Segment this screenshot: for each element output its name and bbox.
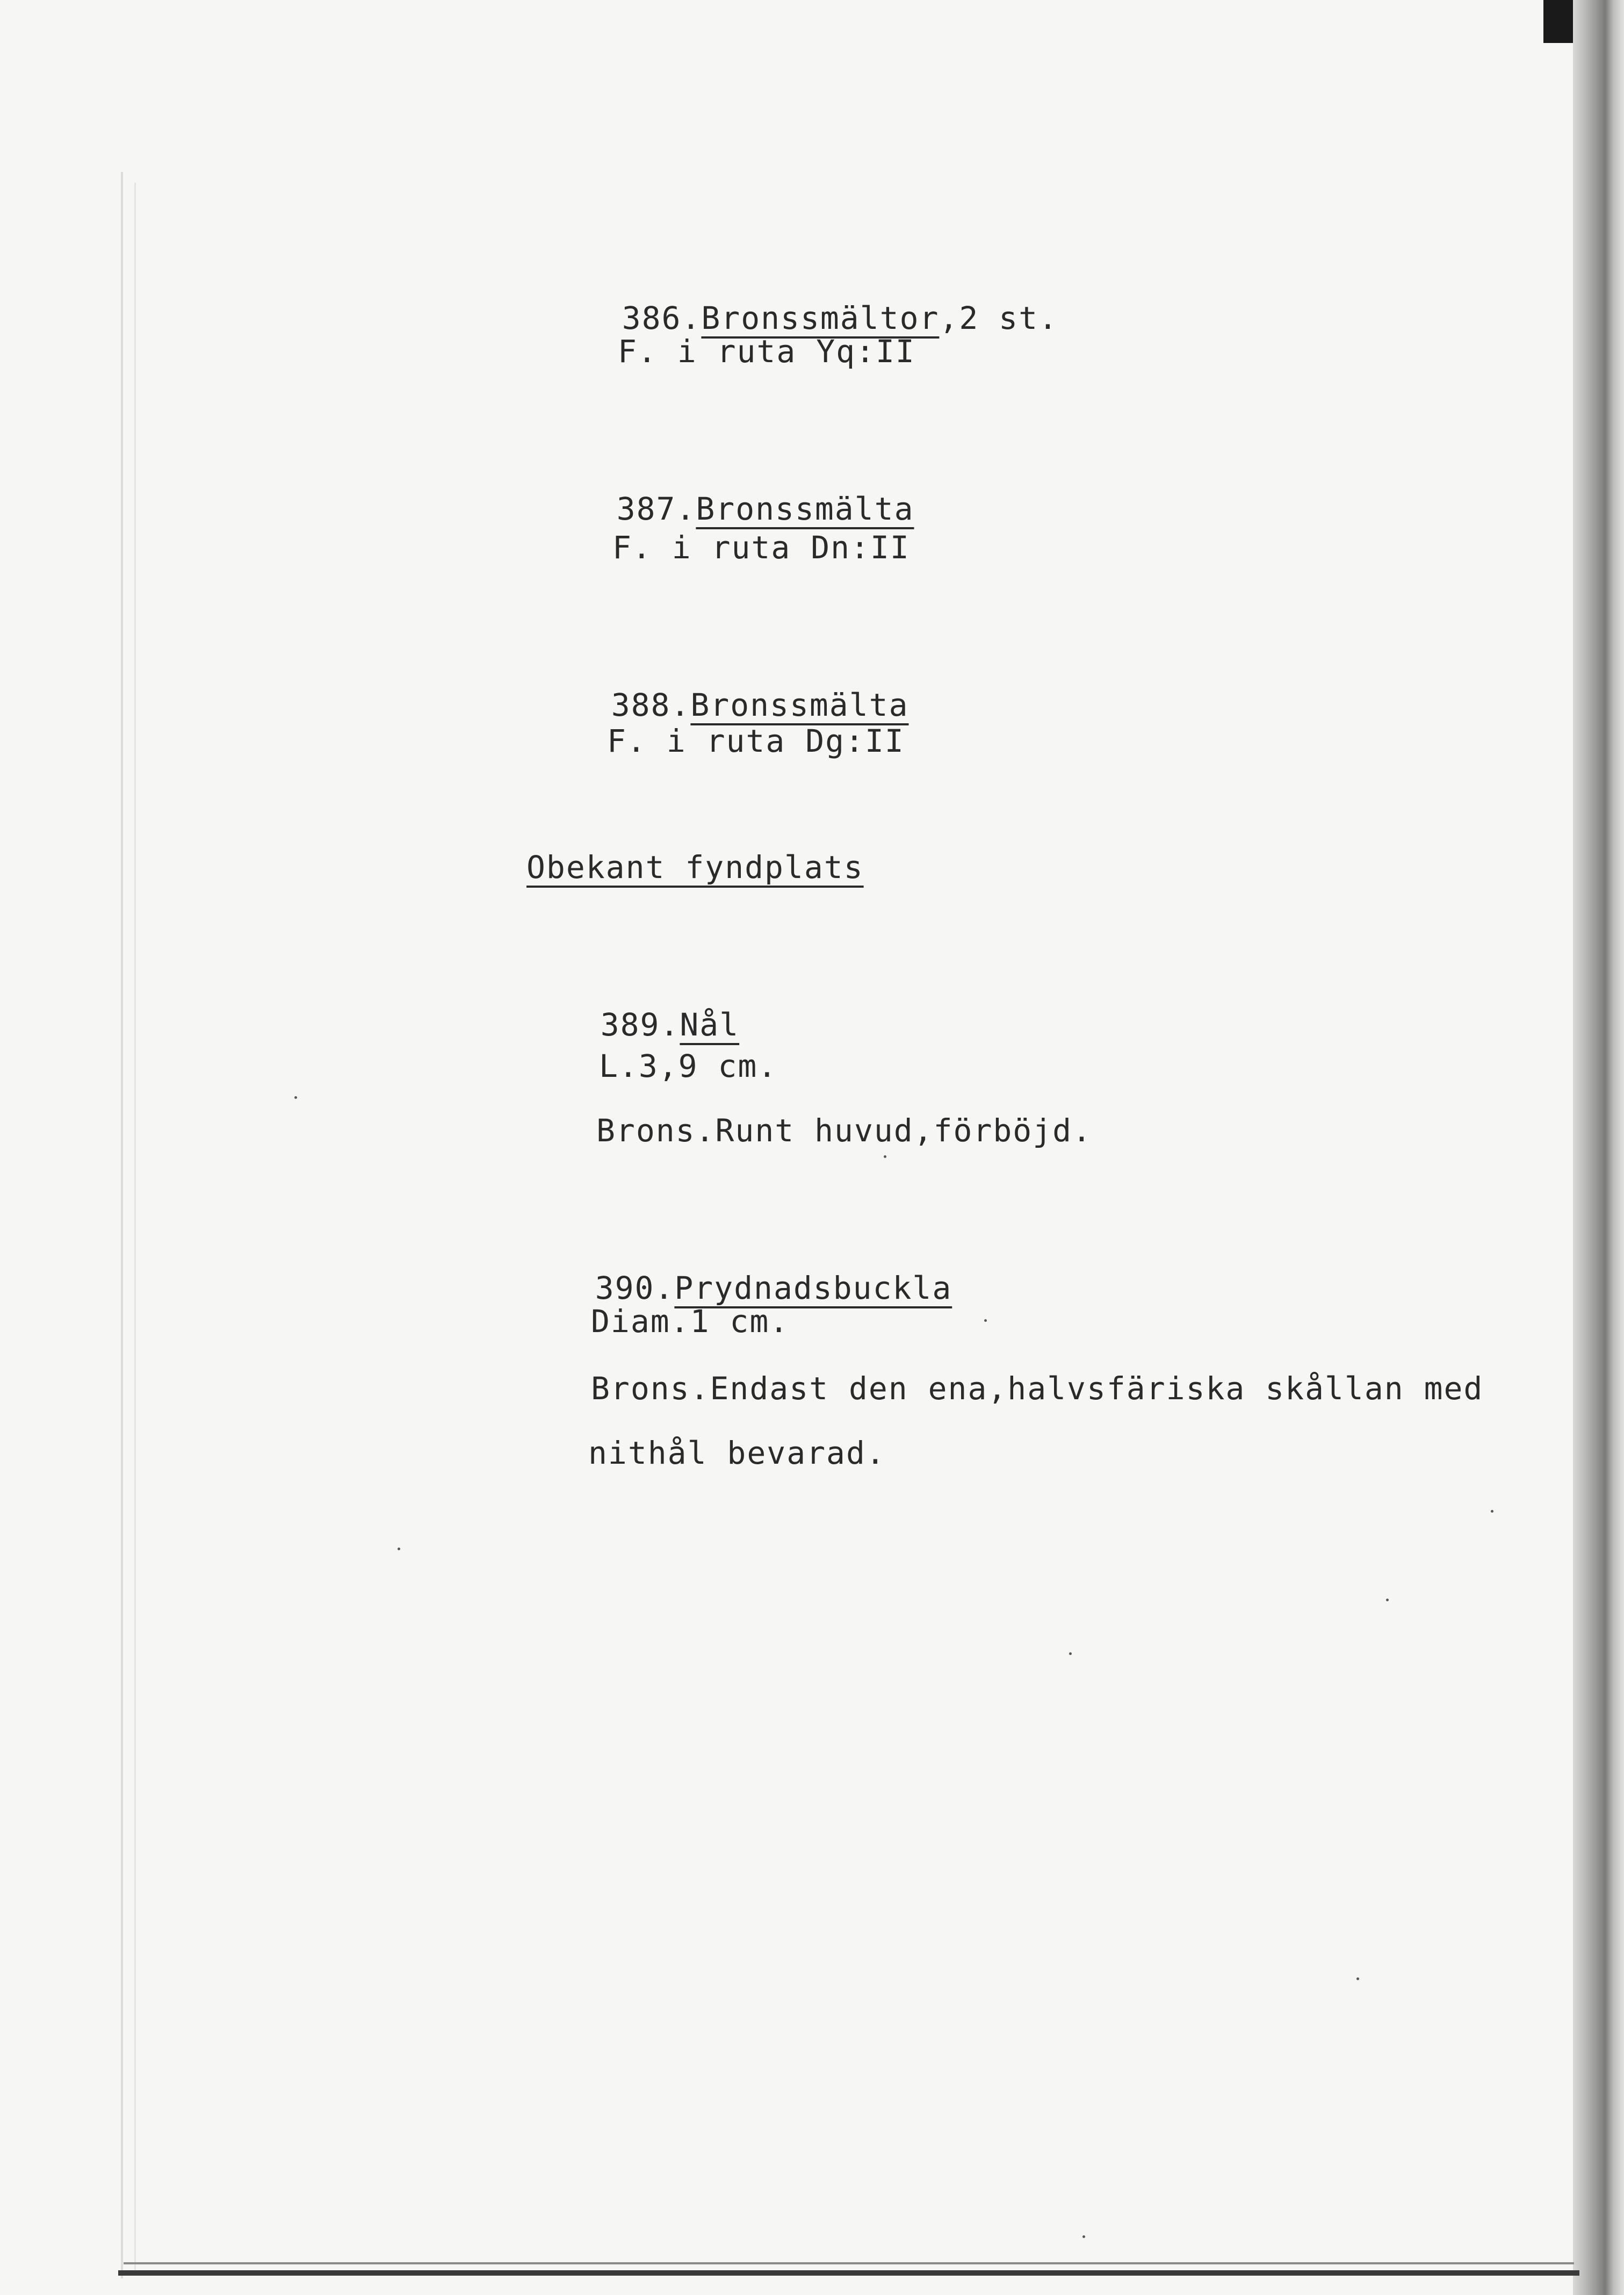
scan-speck [1082, 2235, 1085, 2238]
section-heading: Obekant fyndplats [526, 849, 864, 886]
entry-390-description-cont: nithål bevarad. [588, 1435, 886, 1471]
entry-number: 386. [622, 300, 702, 336]
page-edge-bottom [118, 2270, 1579, 2276]
scan-speck [398, 1548, 400, 1550]
entry-title: Bronssmälta [696, 491, 914, 527]
entry-387-location: F. i ruta Dn:II [612, 529, 910, 566]
entry-number: 389. [600, 1006, 680, 1043]
scan-speck [1386, 1599, 1389, 1601]
entry-title: Bronssmälta [690, 687, 909, 723]
scan-speck [1356, 1977, 1359, 1980]
entry-389-measure: L.3,9 cm. [599, 1048, 778, 1084]
page-edge-left-inner [134, 183, 136, 2273]
scan-speck [294, 1096, 297, 1099]
entry-390-description: Brons.Endast den ena,halvsfäriska skållan med [591, 1370, 1484, 1407]
binding-edge [1573, 0, 1624, 2295]
scan-speck [1491, 1510, 1493, 1513]
scan-speck [1069, 1652, 1072, 1655]
entry-number: 388. [611, 687, 691, 723]
scan-speck [984, 1319, 987, 1322]
entry-388-location: F. i ruta Dg:II [607, 723, 905, 759]
entry-389-description: Brons.Runt huvud,förböjd. [596, 1112, 1092, 1149]
entry-title: Bronssmältor [701, 300, 940, 336]
entry-386-location: F. i ruta Yq:II [618, 333, 915, 370]
entry-title: Nål [680, 1006, 740, 1043]
page-edge-bottom-inner [124, 2262, 1574, 2264]
entry-number: 387. [616, 491, 696, 527]
entry-suffix: ,2 st. [939, 300, 1058, 336]
entry-390-measure: Diam.1 cm. [591, 1303, 790, 1340]
page-edge-left [121, 172, 123, 2278]
entry-title: Prydnadsbuckla [674, 1270, 952, 1306]
scan-speck [884, 1155, 886, 1158]
entry-number: 390. [595, 1270, 675, 1306]
